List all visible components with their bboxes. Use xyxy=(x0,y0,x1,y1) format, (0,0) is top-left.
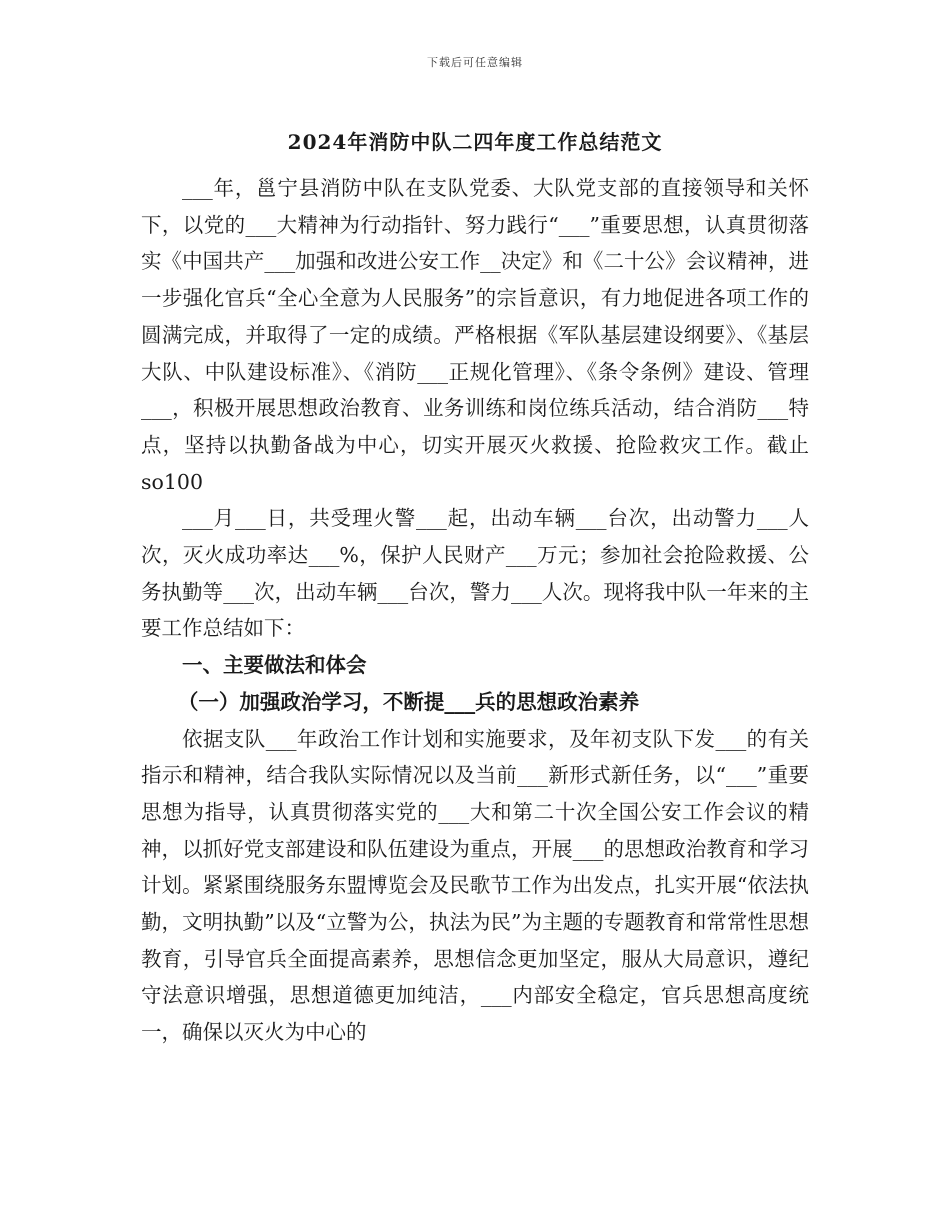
paragraph-statistics: ___月___日，共受理火警___起，出动车辆___台次，出动警力___人次，灭火成功率达___%，保护人民财产___万元；参加社会抢险救援、公务执勤等___次，出动车辆___台次，警力___人次。现将我中队一年来的主要工作总结如下： xyxy=(141,506,809,641)
document-title: 2024年消防中队二四年度工作总结范文 xyxy=(287,130,663,154)
section-heading: 一、主要做法和体会 xyxy=(182,653,367,678)
document-body xyxy=(141,170,809,1051)
paragraph-intro: ___年，邕宁县消防中队在支队党委、大队党支部的直接领导和关怀下，以党的___大精神为行动指针、努力践行“___”重要思想，认真贯彻落实《中国共产___加强和改进公安工作__决定》和《二十公》会议精神，进一步强化官兵“全心全意为人民服务”的宗旨意识，有力地促进各项工作的圆满完成，并取得了一定的成绩。严格根据《军队基层建设纲要》、《基层大队、中队建设标准》、《消防___正规化管理》、《条令条例》建设、管理___，积极开展思想政治教育、业务训练和岗位练兵活动，结合消防___特点，坚持以执勤备战为中心，切实开展灭火救援、抢险救灾工作。截止so100 xyxy=(141,176,809,494)
paragraph-political-study: 依据支队___年政治工作计划和实施要求，及年初支队下发___的有关指示和精神，结合我队实际情况以及当前___新形式新任务，以“___”重要思想为指导，认真贯彻落实党的___大和第二十次全国公安工作会议的精神，以抓好党支部建设和队伍建设为重点，开展___的思想政治教育和学习计划。紧紧围绕服务东盟博览会及民歌节工作为出发点，扎实开展“依法执勤，文明执勤”以及“立警为公，执法为民”为主题的专题教育和常常性思想教育，引导官兵全面提高素养，思想信念更加坚定，服从大局意识，遵纪守法意识增强，思想道德更加纯洁，___内部安全稳定，官兵思想高度统一，确保以灭火为中心的 xyxy=(141,726,809,1045)
page-header-note: 下载后可任意编辑 xyxy=(427,56,523,69)
subsection-heading: （一）加强政治学习，不断提___兵的思想政治素养 xyxy=(177,689,640,714)
